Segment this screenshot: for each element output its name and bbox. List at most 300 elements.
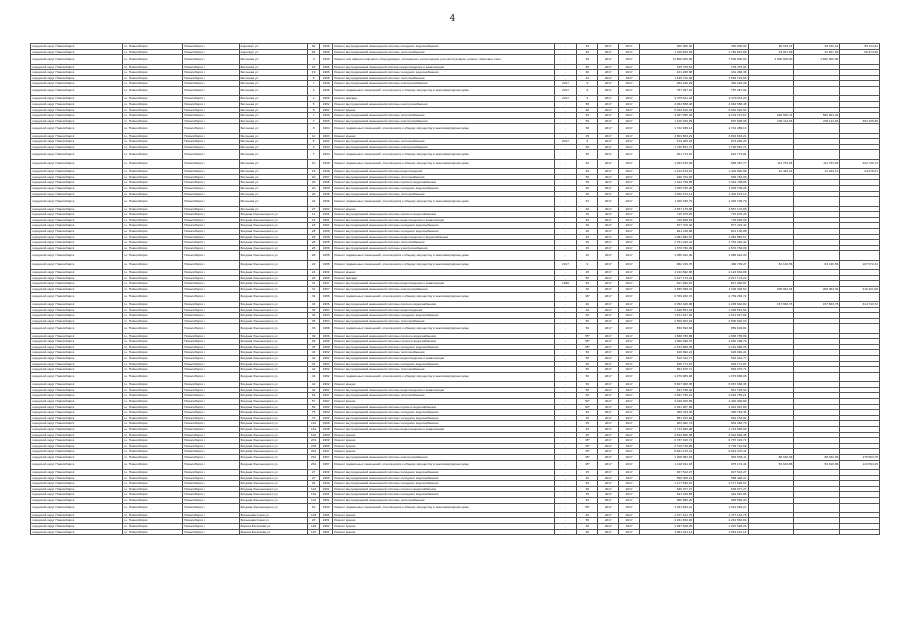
table-cell: г.о. Новосибирск — [122, 529, 182, 535]
table-cell: 6 — [308, 139, 319, 145]
table-cell: Ремонт внутридомовой инженерной системы водоотведения и канализации — [333, 281, 554, 287]
table-cell: Новосибирск г — [183, 333, 239, 339]
table-cell: Ремонт подвальных помещений, относящихся к общему имуществу в многоквартирном доме — [333, 124, 554, 133]
table-row — [31, 150, 880, 159]
table-cell: г.о. Новосибирск — [122, 460, 182, 469]
table-cell: 1 549 722,96 — [640, 75, 694, 81]
table-cell: 1 177 526,97 — [640, 481, 694, 487]
table-cell: 59 — [577, 113, 598, 119]
table-cell: 1956 — [319, 301, 333, 307]
table-cell: 60 — [577, 70, 598, 76]
table-cell: 1954 — [319, 307, 333, 313]
table-cell: Ремонт внутридомовой инженерной системы горячего водоснабжения — [333, 180, 554, 186]
table-cell: 1959 — [319, 275, 333, 281]
table-cell: г.о. Новосибирск — [122, 124, 182, 133]
table-cell: 1 750 813,89 — [694, 49, 748, 55]
table-cell: Новосибирск г — [183, 234, 239, 240]
table-cell: 45* — [577, 454, 598, 460]
table-cell: 2017 — [598, 475, 619, 481]
table-cell: 1 318 406,93 — [640, 49, 694, 55]
table-cell: Ремонт фасада — [333, 275, 554, 281]
table-cell: - — [554, 217, 577, 223]
table-cell: Новосибирск г — [183, 367, 239, 373]
table-cell: 1958 — [319, 245, 333, 251]
table-cell: 2017 — [619, 399, 640, 405]
table-cell: 2017 — [598, 339, 619, 345]
table-cell: 22 — [308, 260, 319, 269]
table-cell: 2 064 588,48 — [694, 101, 748, 107]
table-cell: городской округ Новосибирск — [31, 404, 123, 410]
table-cell: - — [554, 454, 577, 460]
table-cell: 1959 — [319, 443, 333, 449]
table-cell: 2017 — [619, 251, 640, 260]
table-cell: 12 422,14 — [748, 169, 794, 175]
table-cell: Новосибирск г — [183, 159, 239, 168]
table-cell: 2017 — [598, 75, 619, 81]
table-cell: 1959 — [319, 469, 333, 475]
table-cell: Новосибирск г — [183, 307, 239, 313]
table-cell: 27 — [308, 469, 319, 475]
table-cell: 111 753,96 — [748, 159, 794, 168]
table-cell: Аэропорт ул — [239, 44, 308, 50]
table-cell: 1 041 694,21 — [640, 503, 694, 512]
table-cell: 42 — [308, 372, 319, 381]
table-cell: г.о. Новосибирск — [122, 270, 182, 276]
table-cell: 50 — [577, 144, 598, 150]
table-cell: городской округ Новосибирск — [31, 292, 123, 301]
table-row — [31, 260, 880, 269]
table-cell: 42 — [308, 361, 319, 367]
table-cell: 1 477 161,79 — [694, 512, 748, 518]
table-cell: 6 787 315,72 — [640, 438, 694, 444]
table-cell: 101 — [308, 486, 319, 492]
table-cell: 1958 — [319, 180, 333, 186]
table-cell: 28 — [308, 251, 319, 260]
table-cell: Ремонт подвальных помещений, относящихся к общему имуществу в многоквартирном доме — [333, 372, 554, 381]
table-cell: Богдана Хмельницкого ул — [239, 245, 308, 251]
table-cell: 88 182,09 — [748, 454, 794, 460]
table-cell: 45 — [577, 410, 598, 416]
table-cell: 34 607,69 — [748, 49, 794, 55]
table-cell: городской округ Новосибирск — [31, 234, 123, 240]
table-cell: 2017 — [598, 186, 619, 192]
table-cell: городской округ Новосибирск — [31, 503, 123, 512]
table-cell: 2017 — [619, 81, 640, 87]
table-cell: 7 — [308, 113, 319, 119]
table-cell: 4 557 176,68 — [694, 206, 748, 212]
table-cell: Богдана Хмельницкого ул — [239, 229, 308, 235]
table-cell: 34 607,69 — [794, 49, 840, 55]
table-cell: г.о. Новосибирск — [122, 113, 182, 119]
table-cell: Новосибирск г — [183, 443, 239, 449]
table-cell: Бетонная ул — [239, 118, 308, 124]
table-cell: 2017 — [619, 169, 640, 175]
table-cell: г.о. Новосибирск — [122, 486, 182, 492]
table-cell: Ремонт крыши — [333, 518, 554, 524]
table-cell: г.о. Новосибирск — [122, 75, 182, 81]
table-cell: Новосибирск г — [183, 49, 239, 55]
table-cell: 4 557 176,68 — [640, 206, 694, 212]
table-cell: Ремонт внутридомовой инженерной системы холодного водоснабжения — [333, 492, 554, 498]
table-cell: 4 261 560,84 — [640, 518, 694, 524]
table-cell: Ремонт внутридомовой инженерной системы горячего водоснабжения — [333, 301, 554, 307]
table-cell: Новосибирск г — [183, 324, 239, 333]
table-cell: Богдана Хмельницкого ул — [239, 318, 308, 324]
table-cell: 1 951 221,14 — [640, 529, 694, 535]
table-cell: 3 279 372,67 — [694, 113, 748, 119]
table-cell: г.о. Новосибирск — [122, 81, 182, 87]
table-cell: Бетонная ул — [239, 186, 308, 192]
table-cell: 1 094 125,69 — [640, 159, 694, 168]
table-cell: 1958 — [319, 260, 333, 269]
table-cell: 1961 — [319, 486, 333, 492]
table-cell: - — [554, 229, 577, 235]
table-cell: 50 — [577, 387, 598, 393]
table-cell: 821 136,88 — [694, 229, 748, 235]
table-cell: 50 — [577, 529, 598, 535]
table-cell: 45 — [577, 307, 598, 313]
table-cell: г.о. Новосибирск — [122, 404, 182, 410]
table-cell: Ремонт подвальных помещений, относящихся к общему имуществу в многоквартирном доме — [333, 503, 554, 512]
table-cell: городской округ Новосибирск — [31, 460, 123, 469]
table-cell: городской округ Новосибирск — [31, 475, 123, 481]
table-cell: 597 908,08 — [694, 118, 748, 124]
table-cell: 882 219,76 — [640, 260, 694, 269]
table-cell: Ремонт внутридомовой инженерной системы теплоснабжения — [333, 367, 554, 373]
table-cell: г.о. Новосибирск — [122, 301, 182, 307]
table-cell: 62 — [577, 159, 598, 168]
table-cell: 55* — [577, 333, 598, 339]
table-cell: Новосибирск г — [183, 124, 239, 133]
table-cell: г.о. Новосибирск — [122, 234, 182, 240]
table-cell: г.о. Новосибирск — [122, 492, 182, 498]
table-cell: 296 506,74 — [748, 113, 794, 119]
table-cell: 101 — [308, 497, 319, 503]
table-cell: 2017 — [598, 449, 619, 455]
table-cell: - — [554, 518, 577, 524]
table-cell: городской округ Новосибирск — [31, 212, 123, 218]
table-cell: 2017 — [598, 503, 619, 512]
table-cell: Ремонт внутридомовой инженерной системы холодного водоснабжения — [333, 475, 554, 481]
table-cell: г.о. Новосибирск — [122, 415, 182, 421]
table-cell: 56 114,91 — [840, 44, 880, 50]
table-cell: г.о. Новосибирск — [122, 443, 182, 449]
table-cell: 5 667 068,45 — [640, 382, 694, 388]
table-cell: 2017 — [554, 81, 577, 87]
table-cell: 1964 — [319, 139, 333, 145]
table-cell: городской округ Новосибирск — [31, 449, 123, 455]
table-cell: Ремонт подвальных помещений, относящихся к общему имуществу в многоквартирном доме — [333, 86, 554, 95]
table-cell — [748, 197, 794, 206]
table-cell: 1962 — [319, 524, 333, 530]
table-cell: 2 261 997,89 — [694, 404, 748, 410]
table-cell: 894 676,71 — [640, 367, 694, 373]
table-cell: 2017 — [619, 197, 640, 206]
table-cell: 2017 — [619, 96, 640, 102]
table-cell: 99 — [577, 55, 598, 64]
table-cell: 35 — [308, 313, 319, 319]
table-cell: 157 663,76 — [794, 301, 840, 307]
table-cell: 2017 — [598, 404, 619, 410]
table-cell: 1952 — [319, 350, 333, 356]
table-cell: 2017 — [598, 356, 619, 362]
table-cell: Бетонная ул — [239, 107, 308, 113]
table-cell: 1957 — [319, 174, 333, 180]
table-cell: 50* — [577, 404, 598, 410]
table-cell: Новосибирск г — [183, 107, 239, 113]
table-cell: 50 — [577, 367, 598, 373]
table-cell: 2017 — [619, 234, 640, 240]
table-cell: городской округ Новосибирск — [31, 410, 123, 416]
table-cell: - — [554, 251, 577, 260]
table-cell: Ремонт внутридомовой инженерной системы горячего водоснабжения — [333, 404, 554, 410]
table-cell: 1954 — [319, 313, 333, 319]
table-cell: Новосибирск г — [183, 251, 239, 260]
table-cell: 927 513,27 — [640, 469, 694, 475]
table-cell: - — [554, 410, 577, 416]
table-cell: 2017 — [598, 333, 619, 339]
table-cell: 135 475,64 — [694, 64, 748, 70]
table-row — [31, 159, 880, 168]
table-cell: 4 440 400,89 — [694, 399, 748, 405]
table-cell: - — [554, 449, 577, 455]
table-cell: городской округ Новосибирск — [31, 70, 123, 76]
table-cell: г.о. Новосибирск — [122, 144, 182, 150]
table-cell: 817 260,87 — [640, 281, 694, 287]
table-cell: 2017 — [619, 180, 640, 186]
table-cell: г.о. Новосибирск — [122, 438, 182, 444]
table-cell: 1968 — [319, 75, 333, 81]
table-cell: 2017 — [619, 497, 640, 503]
table-cell: 2017 — [619, 486, 640, 492]
table-cell: 75 — [308, 410, 319, 416]
table-cell: 4 522 896,48 — [694, 432, 748, 438]
table-cell: 1 208 982,03 — [640, 454, 694, 460]
table-cell: Ремонт внутридомовой инженерной системы водоотведения и водоснабжения — [333, 234, 554, 240]
table-cell: городской округ Новосибирск — [31, 286, 123, 292]
table-cell: 2017 — [598, 367, 619, 373]
table-cell: г.о. Новосибирск — [122, 217, 182, 223]
table-cell: 636 077,27 — [640, 486, 694, 492]
table-cell: - — [554, 361, 577, 367]
table-cell: - — [554, 234, 577, 240]
table-cell: 2017 — [619, 410, 640, 416]
table-cell: 197 — [308, 529, 319, 535]
table-cell: 2017 — [619, 333, 640, 339]
table-cell: Новосибирск г — [183, 503, 239, 512]
table-cell: Новосибирск г — [183, 486, 239, 492]
table-cell: 1958 — [319, 49, 333, 55]
table-cell: городской округ Новосибирск — [31, 529, 123, 535]
table-cell: городской округ Новосибирск — [31, 469, 123, 475]
table-cell: 45 — [577, 229, 598, 235]
table-cell: 45* — [577, 438, 598, 444]
table-cell: 45 — [577, 475, 598, 481]
table-cell: 2017 — [598, 191, 619, 197]
table-cell — [840, 55, 880, 64]
table-cell: Богдана Хмельницкого ул — [239, 356, 308, 362]
table-cell: 1961 — [319, 212, 333, 218]
table-cell: 63 — [577, 44, 598, 50]
table-cell: 401 268,38 — [694, 70, 748, 76]
table-cell: 1952 — [319, 367, 333, 373]
table-cell: Ремонт внутридомовой инженерной системы холодного водоснабжения — [333, 410, 554, 416]
table-cell: - — [554, 333, 577, 339]
table-cell: 1 081 882,57 — [694, 234, 748, 240]
table-cell: Бетонная ул — [239, 133, 308, 139]
table-cell: 4 123 692,88 — [640, 270, 694, 276]
table-cell: Новосибирск г — [183, 223, 239, 229]
table-cell: 2017 — [598, 133, 619, 139]
table-cell: Бетонная ул — [239, 86, 308, 95]
table-cell: 45 — [577, 486, 598, 492]
table-cell: городской округ Новосибирск — [31, 191, 123, 197]
table-cell: 2 769 282,72 — [694, 292, 748, 301]
table-cell: 50 — [577, 313, 598, 319]
table-cell: - — [554, 64, 577, 70]
table-cell: Новосибирск г — [183, 497, 239, 503]
table-cell: 2017 — [619, 159, 640, 168]
table-cell: 2017 — [598, 101, 619, 107]
table-cell: 2017 — [598, 86, 619, 95]
table-cell: Новосибирск г — [183, 212, 239, 218]
table-cell: 50 — [577, 356, 598, 362]
table-cell: 516 312,77 — [640, 356, 694, 362]
table-cell: 2017 — [598, 260, 619, 269]
table-cell: 11 800 000,00 — [640, 55, 694, 64]
table-cell: 6 821 476,41 — [694, 449, 748, 455]
table-cell: 2017 — [598, 529, 619, 535]
table-row — [31, 251, 880, 260]
table-cell: 595 001,49 — [794, 113, 840, 119]
table-cell: - — [554, 486, 577, 492]
table-cell: Ремонт внутридомовой инженерной системы холодного водоснабжения — [333, 361, 554, 367]
table-cell: 1 951 221,14 — [694, 529, 748, 535]
table-cell: Новосибирск г — [183, 399, 239, 405]
table-cell: 2017 — [598, 454, 619, 460]
table-cell: 1 713 966,08 — [640, 426, 694, 432]
table-cell: 1958 — [319, 229, 333, 235]
table-cell: - — [554, 275, 577, 281]
table-cell: 24 — [308, 270, 319, 276]
table-cell: Новосибирск г — [183, 270, 239, 276]
table-cell: Новосибирск г — [183, 275, 239, 281]
table-cell: 101 — [308, 492, 319, 498]
table-cell: - — [554, 113, 577, 119]
table-cell: 2 064 588,48 — [640, 101, 694, 107]
table-cell: Новосибирск г — [183, 197, 239, 206]
table-cell: - — [554, 206, 577, 212]
table-cell: 1 838 785,89 — [694, 333, 748, 339]
table-cell: 1958 — [319, 344, 333, 350]
table-cell: Бетонная ул — [239, 197, 308, 206]
table-cell: Новосибирск г — [183, 410, 239, 416]
table-cell: городской округ Новосибирск — [31, 432, 123, 438]
table-cell: Богдана Хмельницкого ул — [239, 275, 308, 281]
table-cell: 1958 — [319, 339, 333, 345]
table-cell: 1 177 526,97 — [694, 481, 748, 487]
table-cell: 28 — [308, 234, 319, 240]
table-cell: 2017 — [619, 415, 640, 421]
table-cell: г.о. Новосибирск — [122, 324, 182, 333]
table-cell: Богдана Хмельницкого ул — [239, 234, 308, 240]
table-cell: 956 566,20 — [640, 497, 694, 503]
table-cell: Ремонт крыши — [333, 443, 554, 449]
table-cell: 2017 — [598, 275, 619, 281]
table-cell: Богдана Хмельницкого ул — [239, 301, 308, 307]
table-cell: 2 500 902,03 — [694, 318, 748, 324]
table-cell: Большевистская ул — [239, 512, 308, 518]
table-cell: Богдана Хмельницкого ул — [239, 212, 308, 218]
table-cell: Новосибирск г — [183, 217, 239, 223]
table-cell: Ремонт внутридомовой инженерной системы холодного водоснабжения — [333, 421, 554, 427]
table-cell: 43 — [308, 387, 319, 393]
table-cell: 60 — [577, 191, 598, 197]
table-cell: 61 — [577, 197, 598, 206]
table-cell: Новосибирск г — [183, 460, 239, 469]
table-cell: городской округ Новосибирск — [31, 118, 123, 124]
table-cell: 1 080 022,00 — [694, 251, 748, 260]
table-cell: Новосибирск г — [183, 144, 239, 150]
table-cell: Новосибирск г — [183, 186, 239, 192]
table-cell: 2017 — [619, 382, 640, 388]
table-cell: 2017 — [598, 197, 619, 206]
table-cell: городской округ Новосибирск — [31, 107, 123, 113]
table-cell: 2017 — [554, 139, 577, 145]
table-cell: Новосибирск г — [183, 372, 239, 381]
table-cell: 2017 — [598, 64, 619, 70]
table-cell: 393 166,96 — [840, 118, 880, 124]
table-cell: городской округ Новосибирск — [31, 251, 123, 260]
table-cell: г.о. Новосибирск — [122, 339, 182, 345]
table-cell: Новосибирск г — [183, 318, 239, 324]
table-cell: 45* — [577, 449, 598, 455]
table-cell — [748, 86, 794, 95]
table-cell: 7 — [308, 118, 319, 124]
table-cell: 7 — [308, 150, 319, 159]
table-cell: - — [554, 399, 577, 405]
table-cell: 2017 — [598, 212, 619, 218]
table-cell: 1 660 398,76 — [694, 339, 748, 345]
table-cell: Новосибирск г — [183, 169, 239, 175]
table-cell: 5 — [308, 107, 319, 113]
table-cell — [748, 503, 794, 512]
table-cell: 60 — [577, 64, 598, 70]
table-cell: 12 422,14 — [794, 169, 840, 175]
table-cell: - — [554, 404, 577, 410]
table-cell: 4 440 400,89 — [640, 399, 694, 405]
table-cell: 626 992,24 — [640, 350, 694, 356]
table-cell: 2017 — [619, 492, 640, 498]
table-cell: 1961 — [319, 497, 333, 503]
table-cell: Ремонт внутридомовой инженерной системы теплоснабжения — [333, 113, 554, 119]
table-cell: Новосибирск г — [183, 426, 239, 432]
table-cell: 49 — [577, 169, 598, 175]
table-cell: Бетонная ул — [239, 124, 308, 133]
table-cell: 2017 — [619, 186, 640, 192]
table-cell: 2017 — [619, 324, 640, 333]
table-cell: г.о. Новосибирск — [122, 410, 182, 416]
table-cell: 2017 — [619, 118, 640, 124]
table-cell: городской округ Новосибирск — [31, 124, 123, 133]
table-cell: Новосибирск г — [183, 139, 239, 145]
table-cell: 45 — [577, 415, 598, 421]
table-cell: 1954 — [319, 318, 333, 324]
table-cell: 45 — [577, 286, 598, 292]
table-cell: Новосибирск г — [183, 113, 239, 119]
table-cell: - — [554, 438, 577, 444]
table-cell: 491 910,85 — [694, 492, 748, 498]
